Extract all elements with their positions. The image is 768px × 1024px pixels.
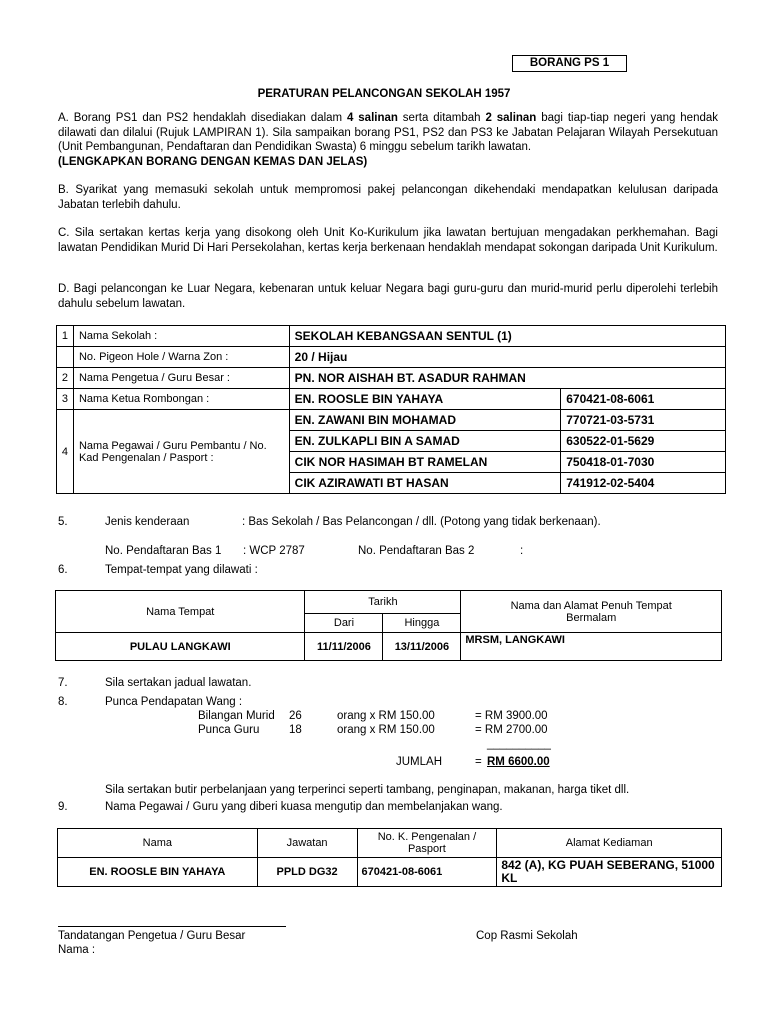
table-row bbox=[57, 347, 726, 368]
jumlah-equals: = bbox=[475, 756, 482, 768]
assistant-ic: 770721-03-5731 bbox=[561, 410, 726, 431]
item8-number: 8. bbox=[58, 696, 68, 708]
assistant-name: CIK AZIRAWATI BT HASAN bbox=[289, 473, 561, 494]
principal-value: PN. NOR AISHAH BT. ASADUR RAHMAN bbox=[289, 368, 725, 389]
officer-address-header: Alamat Kediaman bbox=[497, 829, 722, 858]
bus1-label: No. Pendaftaran Bas 1 bbox=[105, 545, 222, 557]
officer-ic-header: No. K. Pengenalan / Pasport bbox=[357, 829, 497, 858]
stamp-label: Cop Rasmi Sekolah bbox=[476, 930, 578, 942]
leader-name: EN. ROOSLE BIN YAHAYA bbox=[289, 389, 561, 410]
bus2-value: : bbox=[520, 545, 524, 557]
assistant-name: EN. ZULKAPLI BIN A SAMAD bbox=[289, 431, 561, 452]
form-title: PERATURAN PELANCONGAN SEKOLAH 1957 bbox=[257, 88, 511, 100]
row-number: 4 bbox=[57, 410, 74, 494]
signature-label: Tandatangan Pengetua / Guru Besar bbox=[58, 930, 246, 942]
officer-post-header: Jawatan bbox=[257, 829, 357, 858]
leader-label: Nama Ketua Rombongan : bbox=[73, 389, 289, 410]
assistants-label: Nama Pegawai / Guru Pembantu / No. Kad Pengenalan / Pasport : bbox=[73, 410, 289, 494]
address-header: Nama dan Alamat Penuh Tempat Bermalam bbox=[461, 591, 722, 633]
paragraph-d: D. Bagi pelancongan ke Luar Negara, kebenaran untuk keluar Negara bagi guru-guru dan murid-murid perlu diperolehi terlebih dahulu sebelum lawatan. bbox=[58, 283, 718, 310]
assistant-ic: 741912-02-5404 bbox=[561, 473, 726, 494]
item7-label: Sila sertakan jadual lawatan. bbox=[105, 677, 252, 689]
item5-label: Jenis kenderaan bbox=[105, 516, 190, 528]
row-number: 2 bbox=[57, 368, 74, 389]
item8-label: Punca Pendapatan Wang : bbox=[105, 696, 243, 708]
assistant-ic: 630522-01-5629 bbox=[561, 431, 726, 452]
form-code: BORANG PS 1 bbox=[529, 57, 610, 69]
para-a-text-1: A. Borang PS1 dan PS2 hendaklah disediakan dalam bbox=[58, 112, 348, 124]
para-a-bold-1: 4 salinan bbox=[347, 112, 398, 124]
places-table bbox=[55, 590, 722, 661]
table-header-row bbox=[56, 591, 722, 614]
item6-label: Tempat-tempat yang dilawati : bbox=[105, 564, 258, 576]
place-header: Nama Tempat bbox=[56, 591, 305, 633]
assistant-name: CIK NOR HASIMAH BT RAMELAN bbox=[289, 452, 561, 473]
item7-number: 7. bbox=[58, 677, 68, 689]
para-a-bold-2: 2 salinan bbox=[485, 112, 537, 124]
school-name-value: SEKOLAH KEBANGSAAN SENTUL (1) bbox=[289, 326, 725, 347]
pigeon-hole-label: No. Pigeon Hole / Warna Zon : bbox=[73, 347, 289, 368]
assistant-ic: 750418-01-7030 bbox=[561, 452, 726, 473]
para-a-text-2: serta ditambah bbox=[397, 112, 486, 124]
item9-label: Nama Pegawai / Guru yang diberi kuasa mengutip dan membelanjakan wang. bbox=[105, 801, 503, 813]
officer-address: 842 (A), KG PUAH SEBERANG, 51000 KL bbox=[497, 858, 722, 887]
income-rate: orang x RM 150.00 bbox=[337, 724, 435, 736]
expense-note: Sila sertakan butir perbelanjaan yang terperinci seperti tambang, penginapan, makanan, harga tiket dll. bbox=[105, 784, 630, 796]
from-header: Dari bbox=[305, 614, 383, 633]
income-total: = RM 2700.00 bbox=[475, 724, 548, 736]
date-header: Tarikh bbox=[305, 591, 461, 614]
table-row bbox=[57, 368, 726, 389]
officer-table bbox=[57, 828, 722, 887]
income-label: Bilangan Murid bbox=[198, 710, 275, 722]
pigeon-hole-value: 20 / Hijau bbox=[289, 347, 725, 368]
income-count: 26 bbox=[289, 710, 302, 722]
sum-rule: __________ bbox=[487, 738, 551, 750]
officer-name: EN. ROOSLE BIN YAHAYA bbox=[58, 858, 258, 887]
income-rate: orang x RM 150.00 bbox=[337, 710, 435, 722]
jumlah-label: JUMLAH bbox=[396, 756, 443, 768]
row-number: 1 bbox=[57, 326, 74, 347]
assistant-name: EN. ZAWANI BIN MOHAMAD bbox=[289, 410, 561, 431]
bus1-value: : WCP 2787 bbox=[243, 545, 305, 557]
income-label: Punca Guru bbox=[198, 724, 260, 736]
paragraph-a bbox=[58, 111, 718, 169]
income-count: 18 bbox=[289, 724, 302, 736]
form-code-box bbox=[512, 55, 627, 72]
income-total: = RM 3900.00 bbox=[475, 710, 548, 722]
bus2-label: No. Pendaftaran Bas 2 bbox=[358, 545, 475, 557]
leader-ic: 670421-08-6061 bbox=[561, 389, 726, 410]
item9-number: 9. bbox=[58, 801, 68, 813]
name-label: Nama : bbox=[58, 944, 96, 956]
place-name: PULAU LANGKAWI bbox=[56, 633, 305, 661]
table-row bbox=[57, 389, 726, 410]
item6-number: 6. bbox=[58, 564, 68, 576]
school-name-label: Nama Sekolah : bbox=[73, 326, 289, 347]
table-row bbox=[58, 858, 722, 887]
jumlah-value: RM 6600.00 bbox=[487, 756, 550, 768]
para-a-emphasis: (LENGKAPKAN BORANG DENGAN KEMAS DAN JELAS) bbox=[58, 155, 368, 168]
to-header: Hingga bbox=[383, 614, 461, 633]
table-row bbox=[57, 326, 726, 347]
signature-line bbox=[58, 926, 286, 927]
table-row bbox=[57, 410, 726, 431]
row-number: 3 bbox=[57, 389, 74, 410]
lodging-address: MRSM, LANGKAWI bbox=[461, 633, 722, 661]
principal-label: Nama Pengetua / Guru Besar : bbox=[73, 368, 289, 389]
officer-name-header: Nama bbox=[58, 829, 258, 858]
paragraph-c: C. Sila sertakan kertas kerja yang disokong oleh Unit Ko-Kurikulum jika lawatan bertujuan mengadakan perkhemahan. Bagi lawatan Pendidikan Murid Di Hari Persekolahan, kertas kerja berkenaan hendaklah mendapat sokongan daripada Unit Kurikulum. bbox=[58, 227, 718, 254]
paragraph-b: B. Syarikat yang memasuki sekolah untuk mempromosi pakej pelancongan dikehendaki mendapatkan kelulusan daripada Jabatan terlebih dahulu. bbox=[58, 184, 718, 211]
table-header-row bbox=[58, 829, 722, 858]
school-info-table bbox=[56, 325, 726, 494]
item5-value: : Bas Sekolah / Bas Pelancongan / dll. (Potong yang tidak berkenaan). bbox=[242, 516, 601, 528]
officer-post: PPLD DG32 bbox=[257, 858, 357, 887]
table-row bbox=[56, 633, 722, 661]
item5-number: 5. bbox=[58, 516, 68, 528]
date-to: 13/11/2006 bbox=[383, 633, 461, 661]
date-from: 11/11/2006 bbox=[305, 633, 383, 661]
para-a-text-3: bagi tiap-tiap negeri yang hendak dilawati dan dilalui (Rujuk LAMPIRAN 1). Sila sampaikan borang PS1, PS2 dan PS3 ke Jabatan Pelajaran Wilayah Persekutuan (Unit Pembangunan, Pendaftaran dan Pendidikan Swasta) 6 minggu sebelum tarikh lawatan. bbox=[58, 112, 719, 153]
officer-ic: 670421-08-6061 bbox=[357, 858, 497, 887]
